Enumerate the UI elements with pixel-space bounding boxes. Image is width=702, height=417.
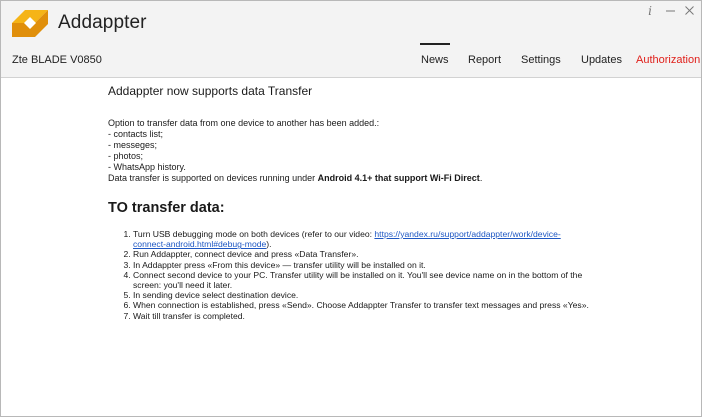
- article-intro: Option to transfer data from one device to another has been added.:: [108, 118, 380, 128]
- tab-settings[interactable]: Settings: [521, 54, 561, 66]
- step-item: 3. In Addappter press «From this device» — transfer utility will be installed on it.: [133, 260, 603, 270]
- transfer-steps: [108, 229, 603, 321]
- device-name: Zte BLADE V0850: [12, 54, 102, 66]
- app-title: Addappter: [58, 12, 147, 33]
- close-icon[interactable]: [680, 4, 698, 18]
- step-item: 7. Wait till transfer is completed.: [133, 311, 603, 321]
- list-item: - messeges;: [108, 140, 158, 150]
- section-title: TO transfer data:: [108, 200, 225, 216]
- tab-news[interactable]: News: [421, 54, 449, 66]
- info-icon[interactable]: i: [648, 4, 652, 18]
- step-item: 1. Turn USB debugging mode on both devices (refer to our video: https://yandex.ru/support/addappter/work/device- connect-android.html#debug-mode).: [133, 229, 603, 249]
- step-item: 6. When connection is established, press «Send». Choose Addappter Transfer to transfer text messages and press «Yes».: [133, 300, 603, 310]
- step-item: 2. Run Addappter, connect device and press «Data Transfer».: [133, 249, 603, 259]
- support-requirement: Android 4.1+ that support Wi-Fi Direct: [317, 173, 480, 183]
- article-headline: Addappter now supports data Transfer: [108, 84, 313, 98]
- step-item: 4. Connect second device to your PC. Transfer utility will be installed on it. You'll see device name on in the bottom of the screen: you'll need it later.: [133, 270, 603, 290]
- tab-updates[interactable]: Updates: [581, 54, 622, 66]
- list-item: - WhatsApp history.: [108, 162, 186, 172]
- support-note: Data transfer is supported on devices running under Android 4.1+ that support Wi-Fi Direct.: [108, 173, 483, 183]
- addappter-logo-icon: [12, 10, 48, 37]
- list-item: - photos;: [108, 151, 144, 161]
- tab-report[interactable]: Report: [468, 54, 502, 66]
- tab-authorization[interactable]: Authorization: [636, 54, 701, 66]
- minimize-icon[interactable]: [661, 4, 679, 18]
- article-body: [108, 118, 482, 184]
- list-item: - contacts list;: [108, 129, 164, 139]
- debug-mode-link-continued[interactable]: connect-android.html#debug-mode: [133, 239, 267, 250]
- debug-mode-link[interactable]: https://yandex.ru/support/addappter/work/device-: [374, 229, 561, 239]
- title-bar: [1, 1, 701, 43]
- step-item: 5. In sending device select destination device.: [133, 290, 603, 300]
- header-bar: [1, 43, 701, 78]
